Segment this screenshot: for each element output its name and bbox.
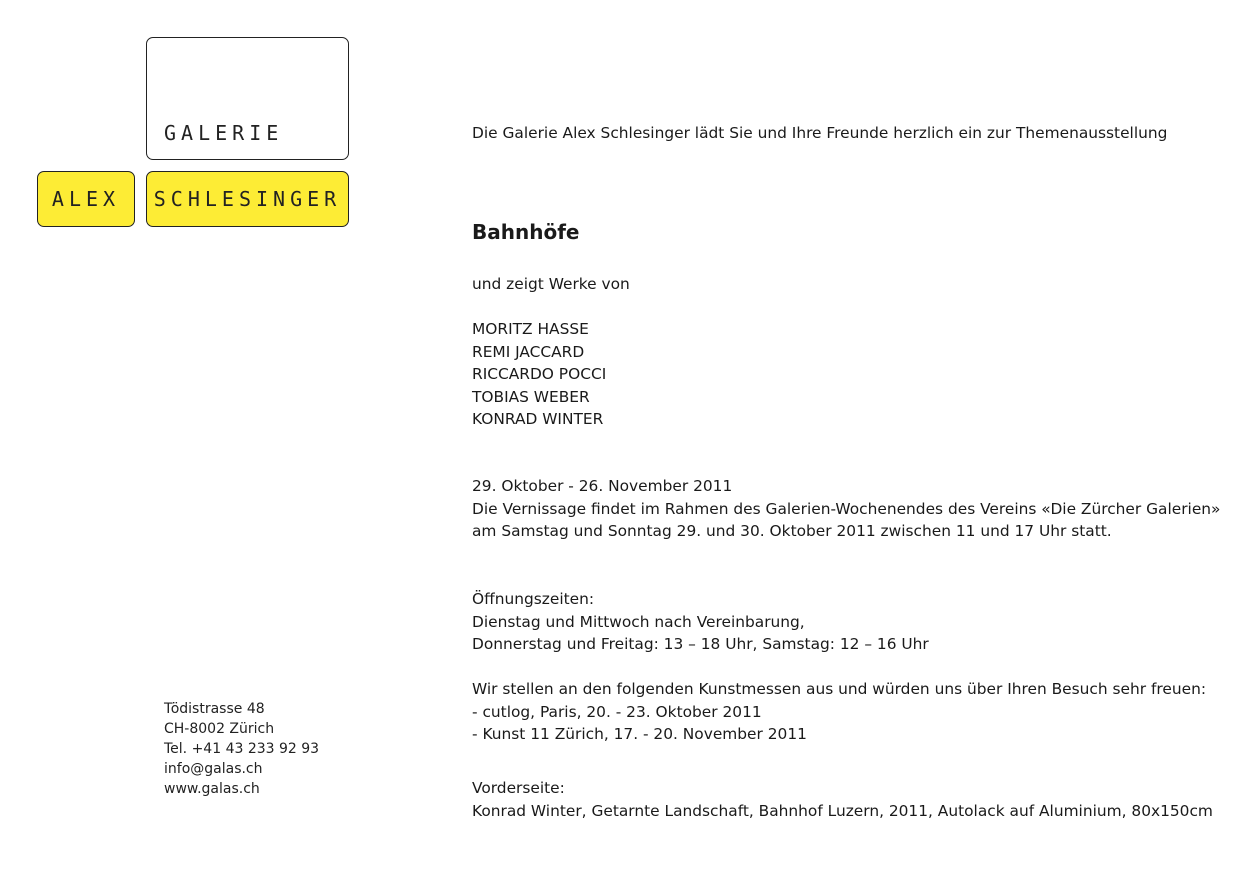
logo-galerie-text: GALERIE [164, 121, 284, 145]
logo-alex-box [37, 171, 135, 227]
artist-name: KONRAD WINTER [472, 410, 604, 428]
opening-hours [472, 588, 929, 656]
logo-galerie-box [146, 37, 349, 160]
art-fair-item: - cutlog, Paris, 20. - 23. Oktober 2011 [472, 702, 762, 721]
front-caption-text: Konrad Winter, Getarnte Landschaft, Bahnhof Luzern, 2011, Autolack auf Aluminium, 80x150cm [472, 801, 1213, 820]
gallery-address [164, 699, 319, 799]
art-fairs-intro: Wir stellen an den folgenden Kunstmessen aus und würden uns über Ihren Besuch sehr freuen: [472, 680, 1207, 698]
art-fair-item: - Kunst 11 Zürich, 17. - 20. November 2011 [472, 725, 807, 743]
exhibition-title: Bahnhöfe [472, 220, 580, 244]
invitation-intro: Die Galerie Alex Schlesinger lädt Sie und Ihre Freunde herzlich ein zur Themenausstellung [472, 124, 1168, 142]
address-city: CH-8002 Zürich [164, 721, 275, 737]
vernissage-text: am Samstag und Sonntag 29. und 30. Oktober 2011 zwischen 11 und 17 Uhr statt. [472, 522, 1112, 540]
opening-hours-heading: Öffnungszeiten: [472, 590, 595, 608]
address-website: www.galas.ch [164, 781, 260, 797]
artist-name: MORITZ HASSE [472, 320, 589, 338]
front-caption-heading: Vorderseite: [472, 779, 565, 797]
front-caption [472, 777, 1213, 822]
exhibition-dates [472, 475, 1220, 543]
address-email: info@galas.ch [164, 761, 263, 777]
address-phone: Tel. +41 43 233 92 93 [164, 741, 320, 757]
address-street: Tödistrasse 48 [164, 701, 265, 717]
artists-intro: und zeigt Werke von [472, 275, 630, 293]
art-fairs [472, 678, 1206, 746]
vernissage-text: Die Vernissage findet im Rahmen des Galerien-Wochenendes des Vereins «Die Zürcher Galerien» [472, 499, 1221, 518]
artist-name: TOBIAS WEBER [472, 387, 590, 406]
logo-alex-text: ALEX [51, 187, 121, 211]
opening-hours-line: Donnerstag und Freitag: 13 – 18 Uhr, Samstag: 12 – 16 Uhr [472, 635, 929, 653]
artist-list [472, 318, 606, 431]
opening-hours-line: Dienstag und Mittwoch nach Vereinbarung, [472, 612, 805, 631]
logo-schlesinger-box [146, 171, 349, 227]
logo-schlesinger-text: SCHLESINGER [153, 187, 342, 211]
date-range: 29. Oktober - 26. November 2011 [472, 477, 733, 495]
artist-name: REMI JACCARD [472, 342, 585, 361]
artist-name: RICCARDO POCCI [472, 365, 607, 383]
